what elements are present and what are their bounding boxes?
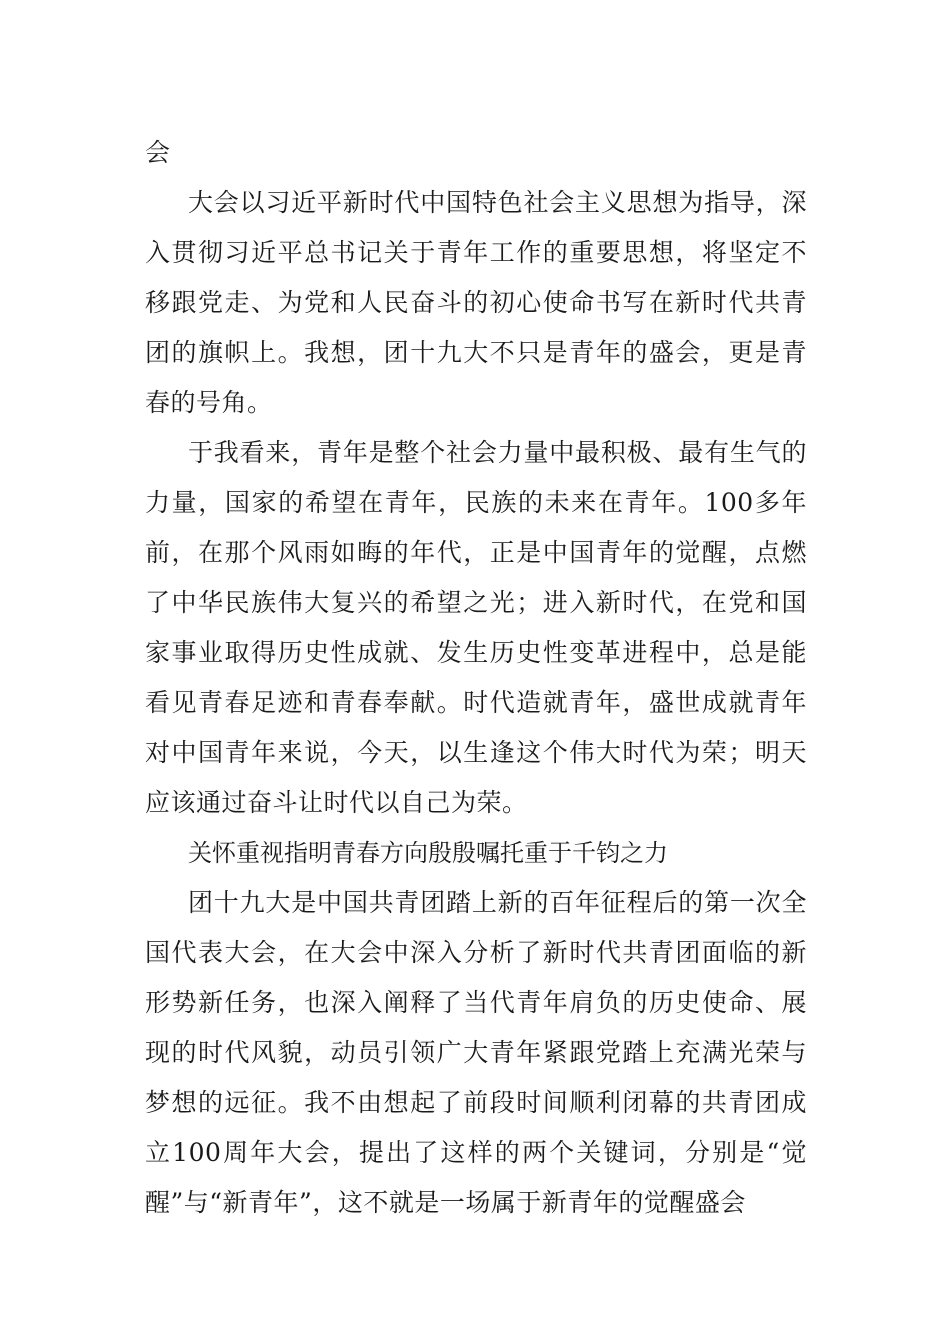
paragraph-continuation: 会 (145, 138, 171, 167)
section-heading: 关怀重视指明青春方向殷殷嘱托重于千钧之力 (188, 839, 668, 867)
document-body (145, 128, 807, 1228)
paragraph-congress-guidance: 大会以习近平新时代中国特色社会主义思想为指导，深入贯彻习近平总书记关于青年工作的重要思想，将坚定不移跟党走、为党和人民奋斗的初心使命书写在新时代共青团的旗帜上。我想，团十九大不只是青年的盛会，更是青春的号角。 (145, 188, 807, 417)
paragraph-congress-analysis: 团十九大是中国共青团踏上新的百年征程后的第一次全国代表大会，在大会中深入分析了新时代共青团面临的新形势新任务，也深入阐释了当代青年肩负的历史使命、展现的时代风貌，动员引领广大青年紧跟党踏上充满光荣与梦想的远征。我不由想起了前段时间顺利闭幕的共青团成立100周年大会，提出了这样的两个关键词，分别是“觉醒”与“新青年”，这不就是一场属于新青年的觉醒盛会 (145, 888, 807, 1217)
paragraph-youth-role: 于我看来，青年是整个社会力量中最积极、最有生气的力量，国家的希望在青年，民族的未来在青年。100多年前，在那个风雨如晦的年代，正是中国青年的觉醒，点燃了中华民族伟大复兴的希望之光；进入新时代，在党和国家事业取得历史性成就、发生历史性变革进程中，总是能看见青春足迹和青春奉献。时代造就青年，盛世成就青年对中国青年来说，今天，以生逢这个伟大时代为荣；明天应该通过奋斗让时代以自己为荣。 (145, 438, 807, 817)
